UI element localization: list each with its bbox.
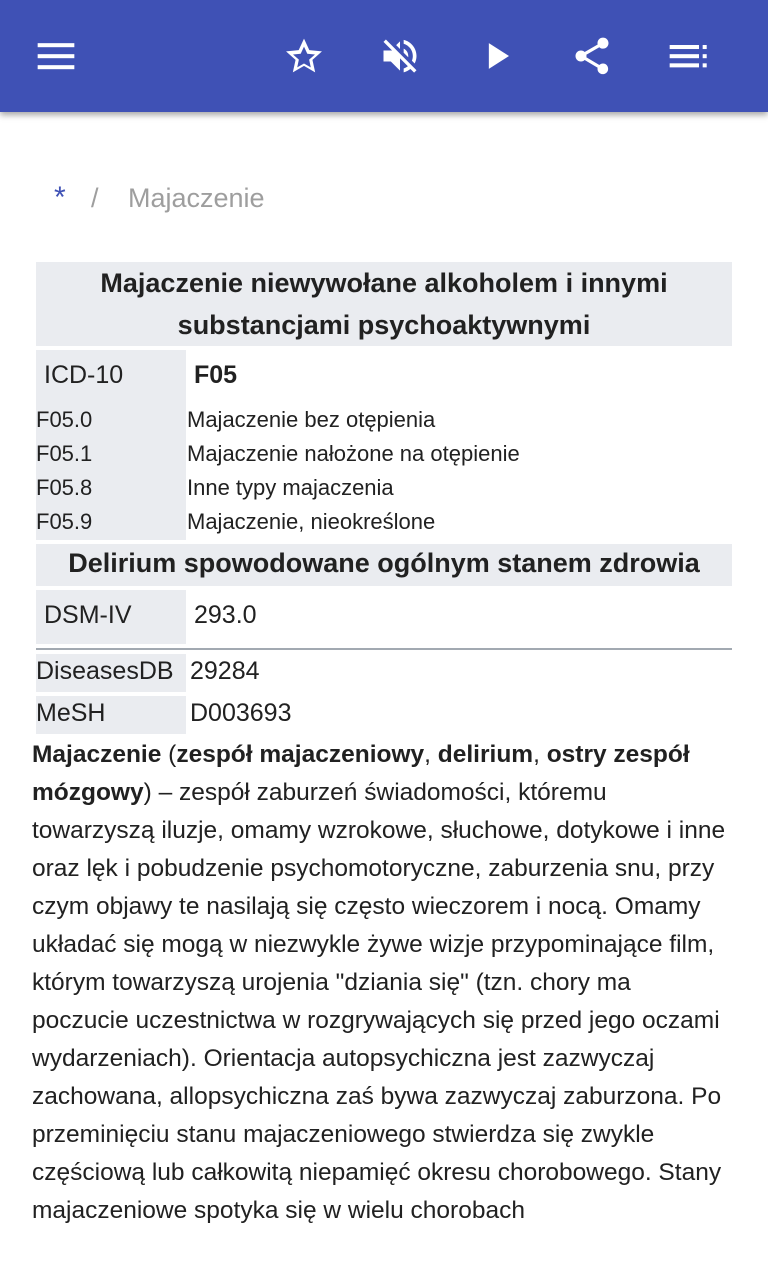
icd-label[interactable]: ICD-10 [44,361,124,389]
infobox-title-line2: substancjami psychoaktywnymi [177,310,591,340]
diseasesdb-label[interactable]: DiseasesDB [36,657,174,685]
contents-button[interactable] [660,28,716,84]
mesh-value[interactable]: D003693 [190,699,292,727]
volume-off-icon [378,34,422,78]
article-paren: ( [161,741,177,768]
subcode-desc: Majaczenie, nieokreślone [187,509,436,534]
dsm-value: 293.0 [194,601,257,629]
subcode[interactable]: F05.8 [36,475,93,500]
article-body [32,736,732,1230]
menu-button[interactable] [28,28,84,84]
diseasesdb-value[interactable]: 29284 [190,657,260,685]
subcode-desc: Majaczenie bez otępienia [187,407,436,432]
share-icon [570,34,614,78]
subcode[interactable]: F05.1 [36,441,93,466]
article-synonym: zespół majaczeniowy [176,741,425,768]
play-icon [476,34,520,78]
infobox-divider [36,648,732,650]
share-button[interactable] [564,28,620,84]
article-term: Majaczenie [32,741,162,768]
subcode[interactable]: F05.0 [36,407,93,432]
article-synonym: delirium [437,741,534,768]
article-text: ) – zespół zaburzeń świadomości, któremu towarzyszą iluzje, omamy wzrokowe, słuchowe, dotykowe i inne oraz lęk i pobudzenie psychomotoryczne, zaburzenia snu, przy czym objawy te nasilają się często wieczorem i nocą. Omamy układać się mogą w niezwykle żywe wizje przypominające film, którym towarzyszą urojenia "dziania się" (tzn. chory ma poczucie uczestnictwa w rozgrywających się przed jego oczami wydarzeniach). Orientacja autopsychiczna jest zazwyczaj zachowana, allopsychiczna zaś bywa zazwyczaj zaburzona. Po przeminięciu stanu majaczeniowego stwierdza się zwykle częściową lub całkowitą niepamięć okresu chorobowego. Stany majaczeniowe spotyka się w wielu chorobach [32,779,726,1224]
dsm-label[interactable]: DSM-IV [44,601,132,629]
mute-button[interactable] [372,28,428,84]
article-comma: , [424,741,438,768]
breadcrumb-separator: / [91,183,99,213]
star-icon [282,34,326,78]
play-button[interactable] [470,28,526,84]
icd-code[interactable]: F05 [194,361,238,389]
subcode-desc: Inne typy majaczenia [187,475,394,500]
list-icon [666,34,710,78]
mesh-label[interactable]: MeSH [36,699,106,727]
infobox-title [36,262,732,346]
breadcrumb-home-link[interactable]: * [54,181,66,214]
app-bar [0,0,768,112]
favorite-button[interactable] [276,28,332,84]
infobox-title-line1: Majaczenie niewywołane alkoholem i innymi [100,268,668,298]
subcode-desc: Majaczenie nałożone na otępienie [187,441,520,466]
menu-icon [34,34,78,78]
article-comma: , [533,741,547,768]
subcode[interactable]: F05.9 [36,509,93,534]
infobox-title2: Delirium spowodowane ogólnym stanem zdrowia [36,544,732,586]
article-synonym: ostry zespół mózgowy [32,741,690,806]
breadcrumb-current: Majaczenie [128,183,265,213]
breadcrumb [0,176,768,220]
